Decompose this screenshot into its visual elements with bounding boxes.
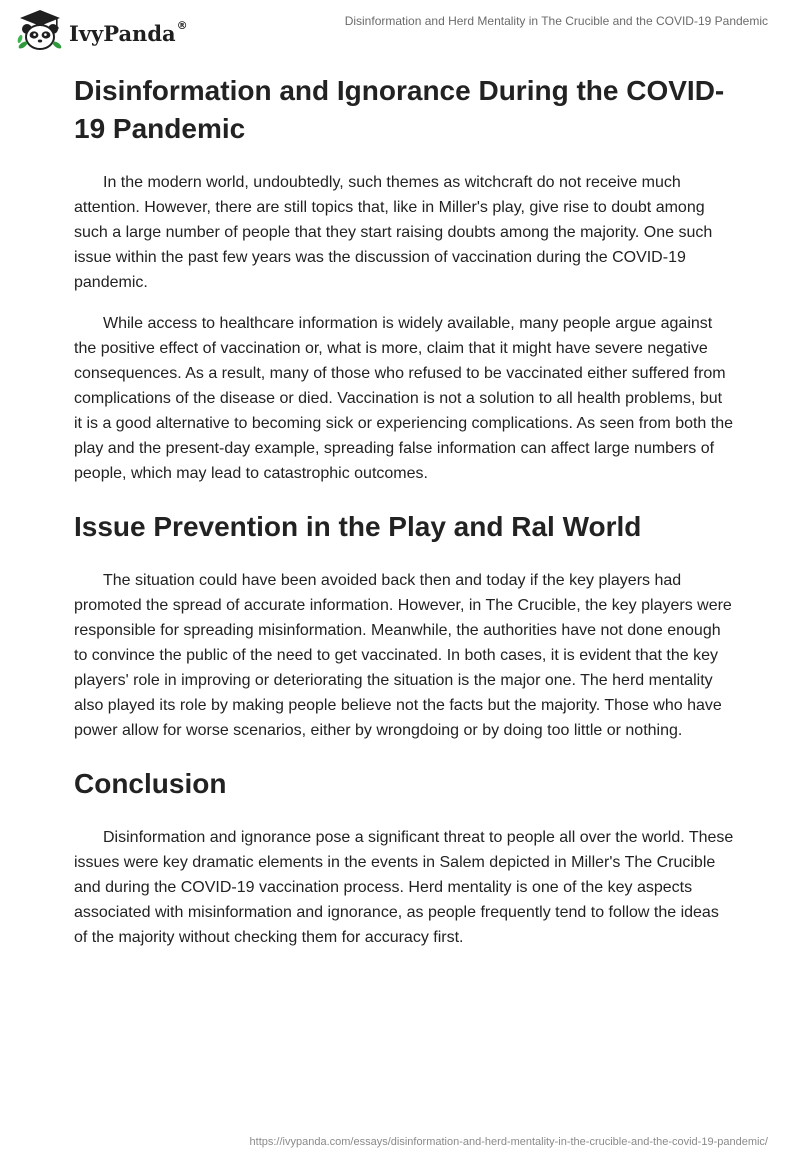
section-heading-disinformation: Disinformation and Ignorance During the COVID-19 Pandemic: [74, 75, 725, 144]
paragraph: In the modern world, undoubtedly, such themes as witchcraft do not receive much attention. However, there are still topics that, like in Miller's play, give rise to doubt among such a large number of people that they start raising doubts among the majority. One such issue within the past few years was the discussion of vaccination during the COVID-19 pandemic.: [74, 174, 713, 291]
page-header: [0, 0, 800, 58]
logo-wordmark: [69, 18, 188, 46]
paragraph: While access to healthcare information is widely available, many people argue against the positive effect of vaccination or, what is more, claim that it might have severe negative consequences. As a result, many of those who refused to be vaccinated either suffered from complications of the disease or died. Vaccination is not a solution to all health problems, but it is a good alternative to becoming sick or experiencing complications. As seen from both the play and the present-day example, spreading false information can affect large numbers of people, which may lead to catastrophic outcomes.: [74, 315, 734, 482]
section-heading-issue-prevention: Issue Prevention in the Play and Ral World: [74, 511, 642, 542]
ivypanda-logo[interactable]: [16, 8, 188, 52]
paragraph: The situation could have been avoided back then and today if the key players had promoted the spread of accurate information. However, in The Crucible, the key players were responsible for spreading misinformation. Meanwhile, the authorities have not done enough to convince the public of the need to get vaccinated. In both cases, it is evident that the key players' role in improving or deteriorating the situation is the major one. The herd mentality also played its role by making people believe not the facts but the majority. Those who have power allow for worse scenarios, either by wrongdoing or by doing too little or nothing.: [74, 572, 732, 739]
panda-graduate-icon: [16, 8, 64, 52]
source-url[interactable]: https://ivypanda.com/essays/disinformation-and-herd-mentality-in-the-crucible-and-the-covid-19-pandemic/: [249, 1136, 768, 1148]
logo-text: IvyPanda: [69, 20, 176, 46]
paragraph: Disinformation and ignorance pose a significant threat to people all over the world. These issues were key dramatic elements in the events in Salem depicted in Miller's The Crucible and during the COVID-19 vaccination process. Herd mentality is one of the key aspects associated with misinformation and ignorance, as people frequently tend to follow the ideas of the majority without checking them for accuracy first.: [74, 829, 734, 946]
section-heading-conclusion: Conclusion: [74, 768, 227, 799]
running-title: Disinformation and Herd Mentality in The Crucible and the COVID-19 Pandemic: [344, 14, 768, 28]
registered-mark: ®: [176, 18, 188, 32]
essay-content: [74, 72, 734, 966]
